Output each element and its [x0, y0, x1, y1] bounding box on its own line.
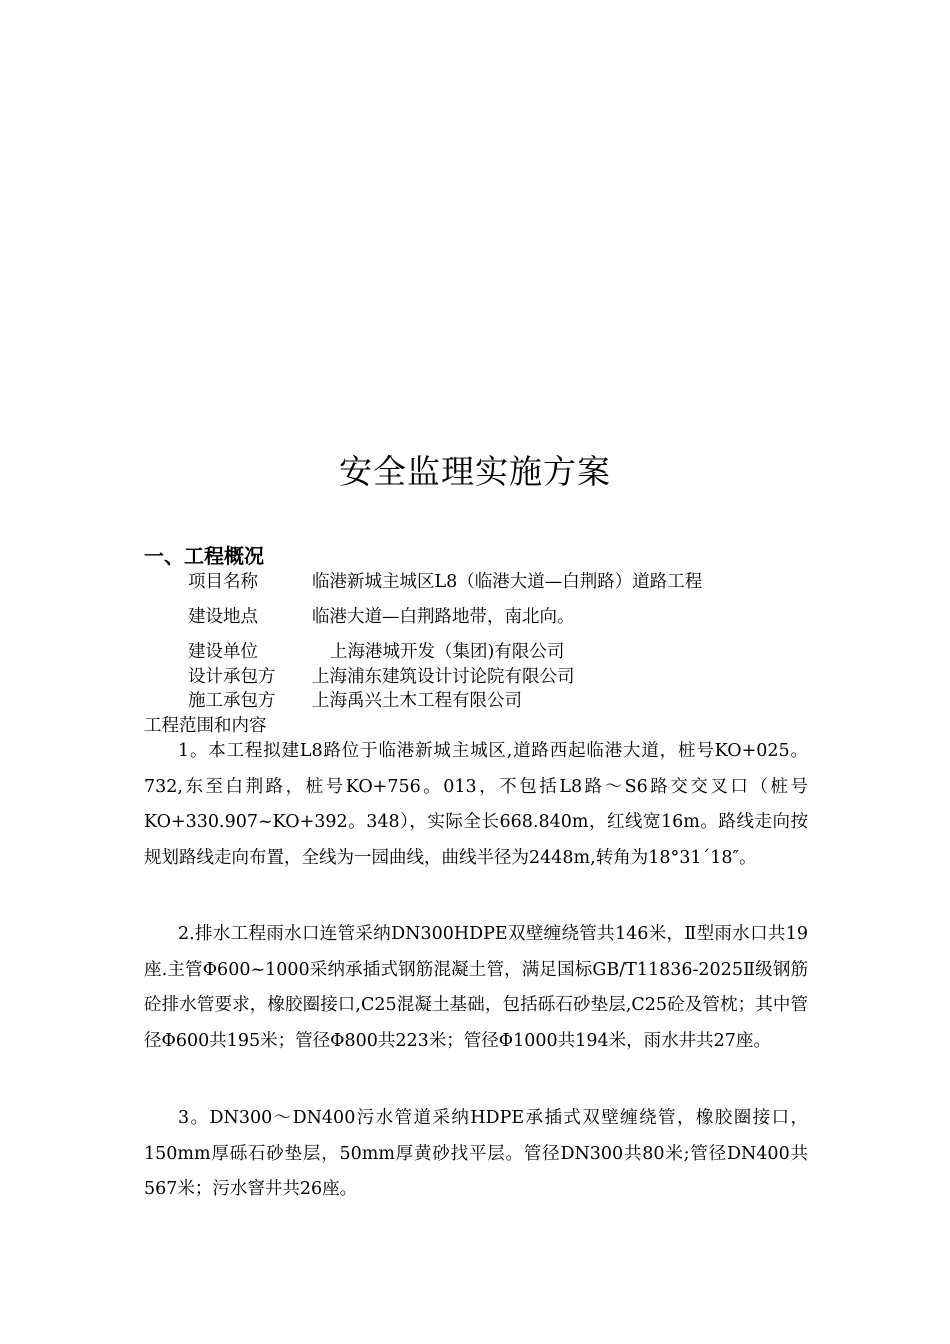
info-row-location — [188, 605, 575, 629]
info-label: 设计承包方 — [188, 667, 276, 687]
document-title: 安全监理实施方案 — [339, 452, 611, 491]
info-label: 建设单位 — [188, 642, 258, 662]
info-row-contractor — [188, 689, 522, 713]
info-row-project-name — [188, 570, 702, 594]
info-row-owner — [188, 640, 564, 664]
scope-heading: 工程范围和内容 — [144, 716, 267, 736]
info-label: 施工承包方 — [188, 691, 276, 711]
paragraph-sewage: 3。DN300～DN400污水管道采纳HDPE承插式双壁缠绕管，橡胶圈接口，150mm厚砾石砂垫层，50mm厚黄砂找平层。管径DN300共80米;管径DN400共567米；污水窨井共26座。 — [144, 1108, 808, 1199]
info-row-designer — [188, 665, 575, 689]
info-value: 临港新城主城区L8（临港大道—白荆路）道路工程 — [312, 572, 703, 592]
info-value: 上海禹兴土木工程有限公司 — [312, 691, 522, 711]
paragraph-road-scope: 1。本工程拟建L8路位于临港新城主城区,道路西起临港大道，桩号KO+025。732,东至白荆路，桩号KO+756。013，不包括L8路～S6路交交叉口（桩号KO+330.907~KO+392。348），实际全长668.840m，红线宽16m。路线走向按规划路线走向布置，全线为一园曲线，曲线半径为2448m,转角为18°31´18″。 — [144, 741, 808, 868]
section-heading-project-overview: 一、工程概况 — [144, 544, 264, 568]
paragraph-drainage: 2.排水工程雨水口连管采纳DN300HDPE双壁缠绕管共146米，Ⅱ型雨水口共19座.主管Φ600~1000采纳承插式钢筋混凝土管，满足国标GB/T11836-2025Ⅱ级钢筋砼排水管要求，橡胶圈接口,C25混凝土基础，包括砾石砂垫层,C25砼及管枕；其中管径Φ600共195米；管径Φ800共223米；管径Φ1000共194米，雨水井共27座。 — [144, 924, 808, 1051]
info-value: 临港大道—白荆路地带，南北向。 — [312, 607, 575, 627]
info-label: 建设地点 — [188, 607, 258, 627]
info-value: 上海浦东建筑设计讨论院有限公司 — [312, 667, 575, 687]
info-label: 项目名称 — [188, 572, 258, 592]
info-value: 上海港城开发（集团)有限公司 — [330, 642, 565, 662]
